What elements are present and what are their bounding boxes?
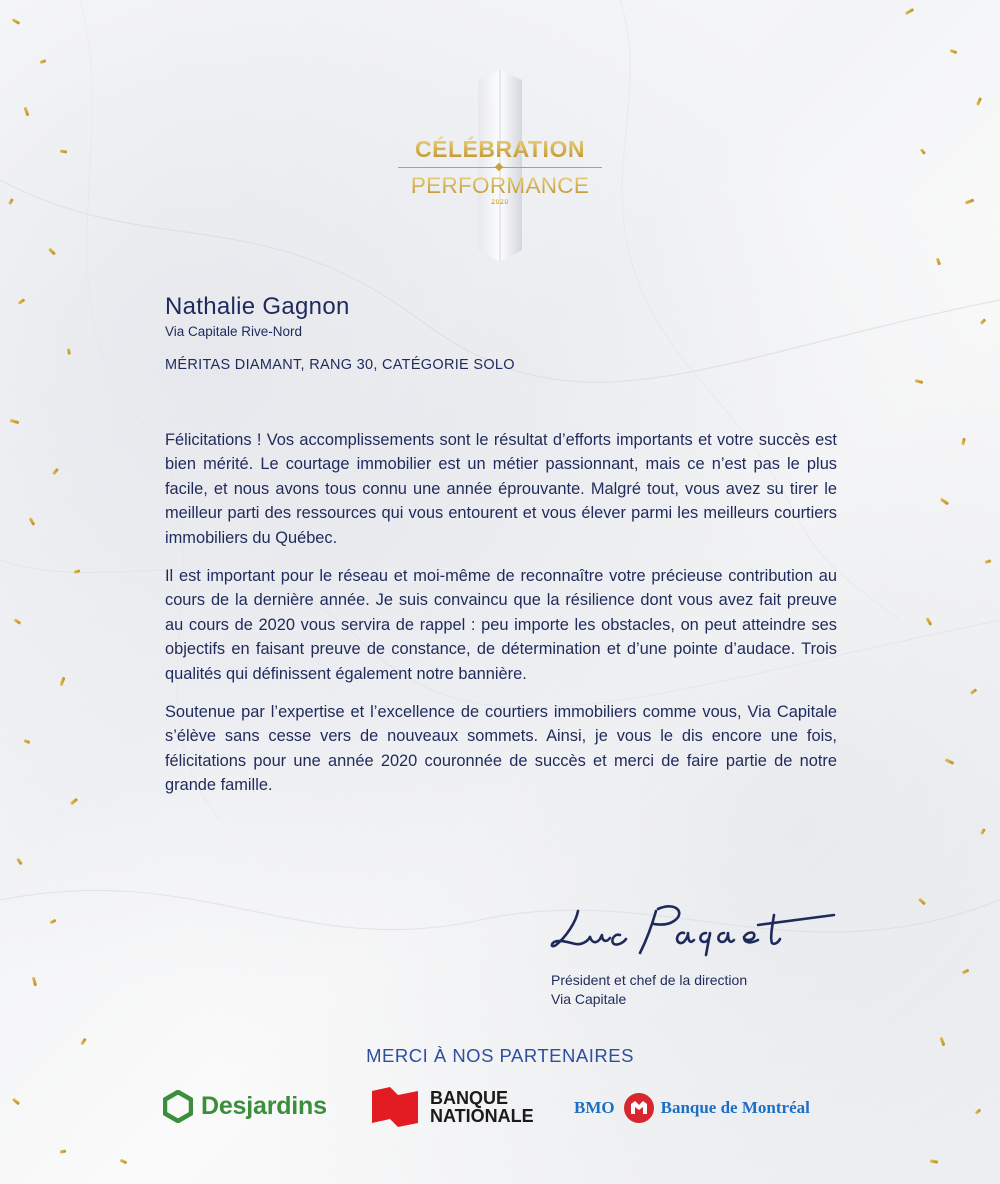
signer-organization: Via Capitale xyxy=(551,991,627,1007)
banque-nationale-flag-icon xyxy=(370,1085,420,1129)
letter-paragraph: Félicitations ! Vos accomplissements sont le résultat d’efforts importants et votre succès est bien mérité. Le courtage immobilier est un métier passionnant, mais ce n’est pas le plus facile, et nous avons tous connu une année éprouvante. Malgré tout, vous avez su tirer le meilleur parti des ressources qui vous entourent et vous élever parmi les meilleurs courtiers immobiliers du Québec. xyxy=(165,431,837,547)
banque-nationale-line2: NATIONALE xyxy=(430,1106,534,1126)
logo-year: 2020 xyxy=(398,199,602,206)
recipient-name: Nathalie Gagnon xyxy=(165,293,350,320)
recipient-office: Via Capitale Rive-Nord xyxy=(165,324,303,339)
banque-nationale-logo xyxy=(370,1085,534,1129)
partners-heading: MERCI À NOS PARTENAIRES xyxy=(366,1045,634,1066)
bmo-roundel-icon xyxy=(623,1092,655,1124)
desjardins-hexagon-icon xyxy=(163,1090,193,1123)
logo-line-performance: PERFORMANCE xyxy=(398,173,602,199)
desjardins-name: Desjardins xyxy=(201,1092,327,1120)
logo-line-celebration: CÉLÉBRATION xyxy=(398,136,602,163)
letter-paragraph: Soutenue par l’expertise et l’excellence de courtiers immobiliers comme vous, Via Capitale s’élève sans cesse vers de nouveaux sommets. Ainsi, je vous le dis encore une fois, félicitations pour une année 2020 couronnée de succès et merci de faire partie de notre grande famille. xyxy=(165,703,837,795)
handwritten-signature xyxy=(548,897,840,959)
bmo-logo xyxy=(574,1092,810,1124)
letter-paragraph: Il est important pour le réseau et moi-même de reconnaître votre précieuse contribution au cours de la dernière année. Je suis convaincu que la résilience dont vous avez fait preuve au cours de 2020 vous servira de rappel : peu importe les obstacles, on peut atteindre ses objectifs en faisant preuve de constance, de détermination et d’une pointe d’audace. Trois qualités qui définissent également notre bannière. xyxy=(165,567,837,683)
signer-title: Président et chef de la direction xyxy=(551,972,748,988)
award-title: MÉRITAS DIAMANT, RANG 30, CATÉGORIE SOLO xyxy=(165,357,515,373)
banque-nationale-line1: BANQUE xyxy=(430,1088,509,1108)
bmo-abbreviation: BMO xyxy=(574,1098,615,1117)
bmo-name: Banque de Montréal xyxy=(660,1098,810,1117)
letter-body xyxy=(165,428,837,812)
desjardins-logo xyxy=(163,1090,327,1123)
celebration-performance-logo xyxy=(398,70,602,265)
